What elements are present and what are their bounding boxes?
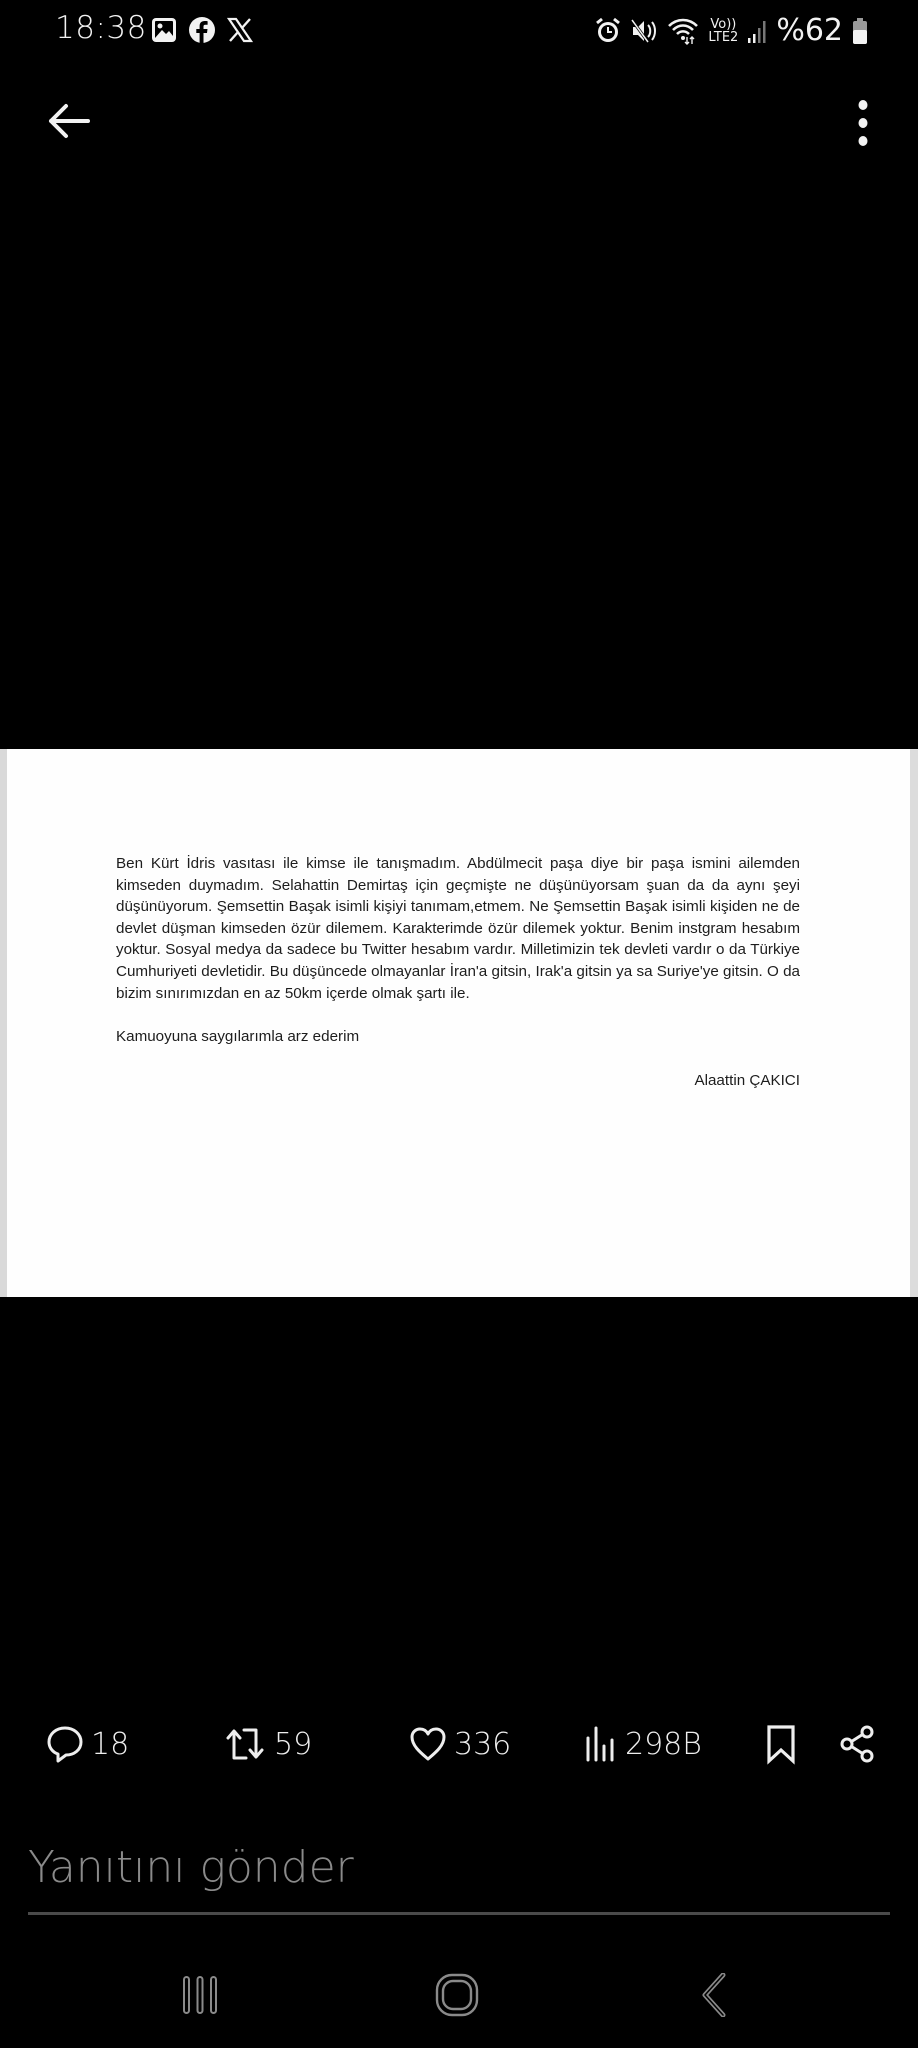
repost-button[interactable] bbox=[224, 1720, 312, 1768]
share-icon bbox=[838, 1724, 878, 1764]
recents-icon bbox=[180, 1974, 220, 2016]
gallery-icon bbox=[150, 16, 178, 44]
status-time: 18:38 bbox=[55, 10, 147, 46]
document-signature: Alaattin ÇAKICI bbox=[694, 1071, 800, 1089]
system-icons bbox=[595, 13, 868, 48]
document-text bbox=[116, 853, 800, 1091]
x-icon bbox=[226, 16, 254, 44]
views-count: 298B bbox=[625, 1726, 702, 1762]
bookmark-button[interactable] bbox=[764, 1720, 798, 1768]
home-button[interactable] bbox=[417, 1960, 497, 2030]
home-icon bbox=[435, 1973, 479, 2017]
back-button[interactable] bbox=[40, 96, 96, 146]
battery-icon bbox=[852, 17, 868, 45]
share-button[interactable] bbox=[838, 1720, 878, 1768]
network-label-top: Vo)) bbox=[710, 16, 737, 32]
views-button[interactable] bbox=[585, 1720, 702, 1768]
recents-button[interactable] bbox=[160, 1960, 240, 2030]
alarm-icon bbox=[595, 17, 621, 45]
repost-count: 59 bbox=[274, 1726, 313, 1762]
reply-button[interactable] bbox=[45, 1720, 129, 1768]
system-back-button[interactable] bbox=[674, 1960, 754, 2030]
system-navigation-bar bbox=[0, 1960, 918, 2030]
notification-icons bbox=[150, 16, 254, 44]
top-app-bar bbox=[0, 82, 918, 162]
image-edge-right bbox=[910, 749, 918, 1297]
reply-input[interactable] bbox=[28, 1832, 890, 1902]
mute-icon bbox=[630, 17, 658, 45]
reply-count: 18 bbox=[91, 1726, 130, 1762]
network-label-bottom: LTE2 bbox=[708, 29, 739, 45]
volte-lte2-icon bbox=[708, 18, 738, 44]
like-button[interactable] bbox=[408, 1720, 511, 1768]
reply-icon bbox=[45, 1724, 85, 1764]
signal-icon bbox=[747, 18, 767, 44]
more-options-button[interactable] bbox=[838, 96, 888, 150]
document-paragraph: Ben Kürt İdris vasıtası ile kimse ile tanışmadım. Abdülmecit paşa diye bir paşa ismini ailemden kimseden duymadım. Selahattin Demirtaş için geçmişte ne düşünüyorsam şuan da da aynı şeyi düşünüyorum. Şemsettin Başak isimli kişiyi tanımam,etmem. Ne Şemsettin Başak isimli kişiden ne de devlet düşman kimseden özür dilemem. Karakterimde özür dilemek yoktur. Benim instgram hesabım yoktur. Sosyal medya da sadece bu Twitter hesabım vardır. Milletimizin tek devleti vardır o da Türkiye Cumhuriyeti devletidir. Bu düşüncede olmayanlar İran'a gitsin, Irak'a gitsin ya sa Suriye'ye gitsin. O da bizim sınırımızdan en az 50km içerde olmak şartı ile. bbox=[116, 855, 800, 1002]
image-edge-left bbox=[0, 749, 7, 1297]
like-count: 336 bbox=[454, 1726, 512, 1762]
facebook-icon bbox=[188, 16, 216, 44]
wifi-icon bbox=[667, 17, 699, 45]
tweet-image[interactable] bbox=[0, 749, 918, 1297]
status-bar bbox=[0, 0, 918, 62]
tweet-action-bar bbox=[0, 1720, 918, 1768]
battery-percent: %62 bbox=[776, 13, 843, 48]
repost-icon bbox=[224, 1724, 268, 1764]
views-icon bbox=[585, 1724, 619, 1764]
arrow-left-icon bbox=[46, 103, 90, 139]
chevron-left-icon bbox=[699, 1973, 729, 2017]
document-closing: Kamuoyuna saygılarımla arz ederim bbox=[116, 1028, 360, 1046]
bookmark-icon bbox=[764, 1723, 798, 1765]
more-vertical-icon bbox=[856, 100, 870, 146]
reply-composer bbox=[28, 1832, 890, 1915]
heart-icon bbox=[408, 1724, 448, 1764]
